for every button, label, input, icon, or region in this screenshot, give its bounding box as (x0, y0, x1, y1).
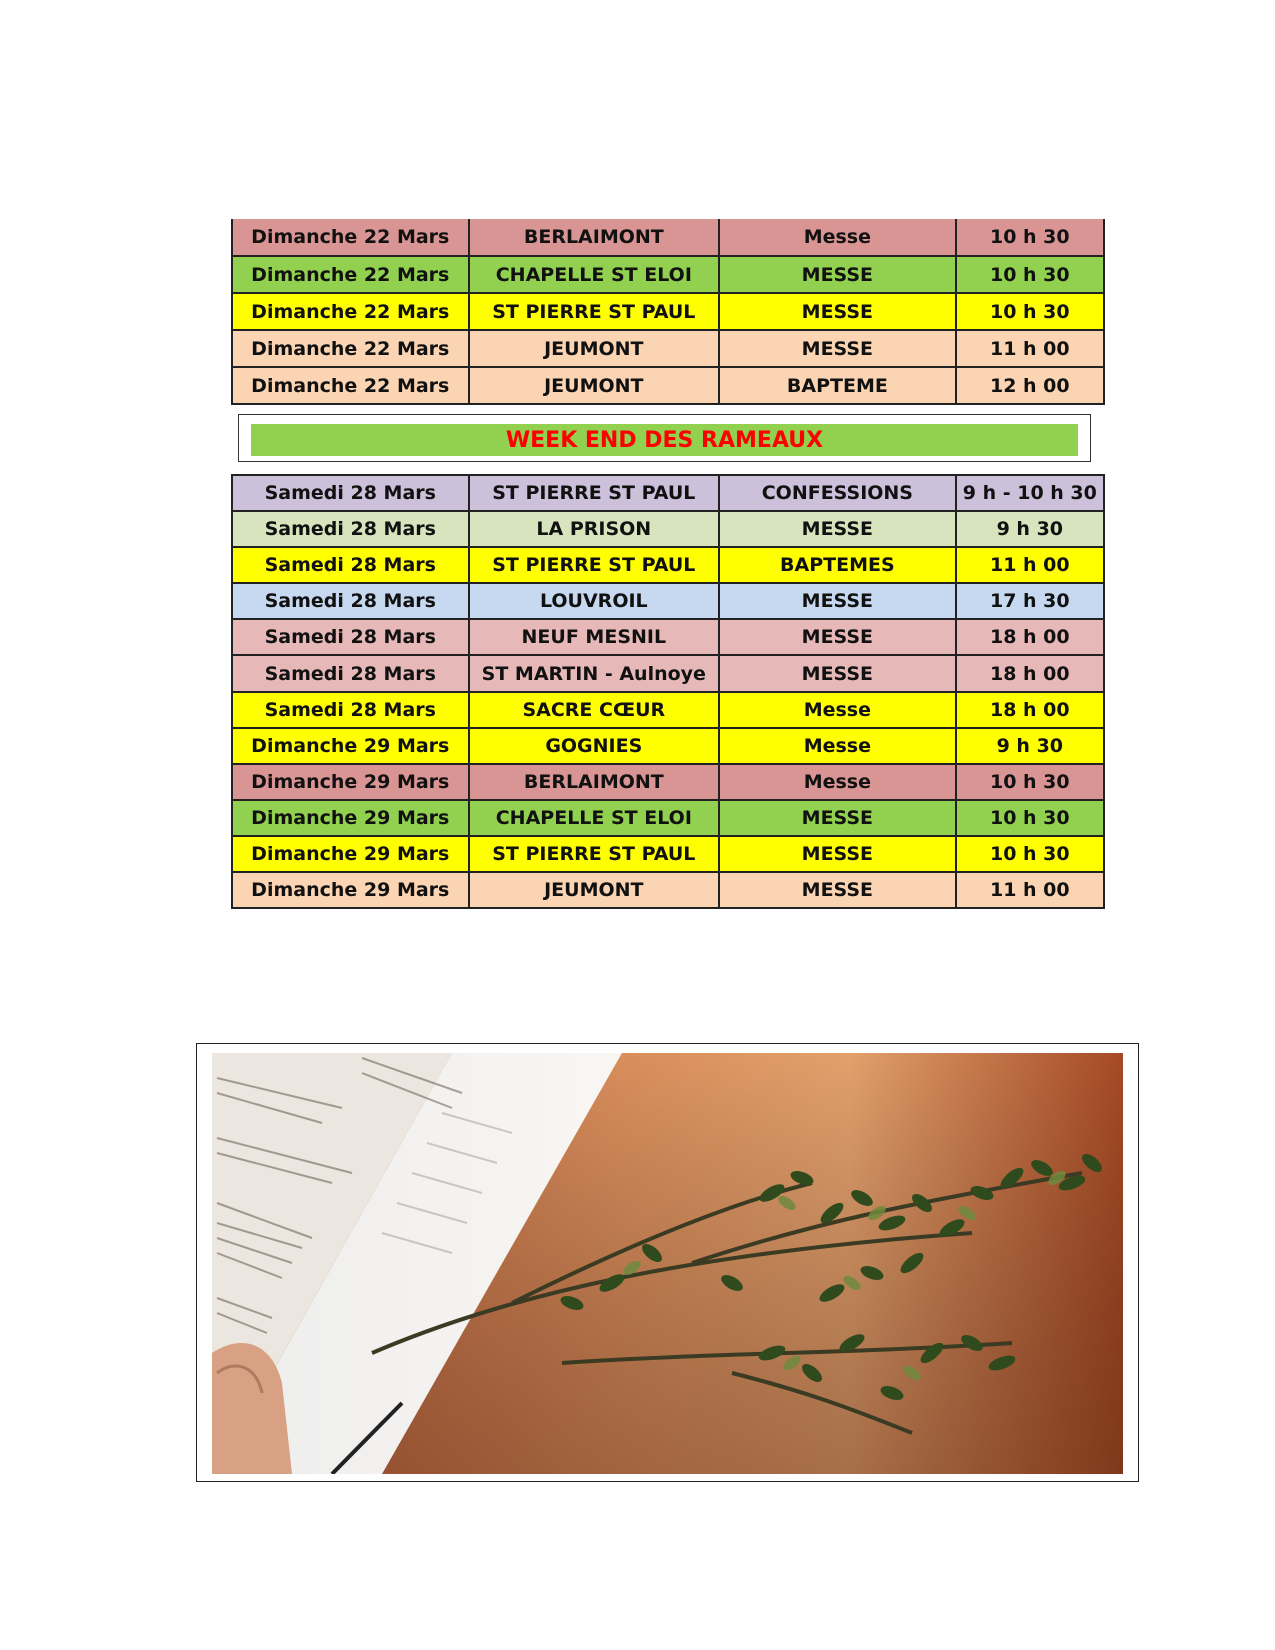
cell-place: GOGNIES (469, 728, 720, 764)
cell-event: BAPTEMES (719, 547, 956, 583)
cell-time: 10 h 30 (956, 764, 1104, 800)
cell-day: Samedi 28 Mars (232, 511, 469, 547)
cell-place: ST PIERRE ST PAUL (469, 547, 720, 583)
cell-time: 10 h 30 (956, 219, 1104, 256)
cell-time: 18 h 00 (956, 692, 1104, 728)
cell-time: 9 h - 10 h 30 (956, 475, 1104, 511)
table-row (232, 475, 1104, 511)
cell-place: BERLAIMONT (469, 764, 720, 800)
table-row (232, 293, 1104, 330)
cell-event: CONFESSIONS (719, 475, 956, 511)
table-row (232, 583, 1104, 619)
cell-day: Dimanche 22 Mars (232, 256, 469, 293)
table-row (232, 511, 1104, 547)
cell-day: Dimanche 29 Mars (232, 764, 469, 800)
cell-event: MESSE (719, 511, 956, 547)
cell-time: 12 h 00 (956, 367, 1104, 404)
cell-time: 11 h 00 (956, 547, 1104, 583)
banner-frame (238, 414, 1091, 462)
cell-event: Messe (719, 764, 956, 800)
table-row (232, 692, 1104, 728)
cell-event: MESSE (719, 619, 956, 655)
cell-day: Samedi 28 Mars (232, 655, 469, 691)
cell-event: MESSE (719, 256, 956, 293)
schedule-table-rameaux (231, 474, 1105, 909)
banner-title: WEEK END DES RAMEAUX (505, 427, 824, 453)
table-row (232, 872, 1104, 908)
cell-place: NEUF MESNIL (469, 619, 720, 655)
cell-place: JEUMONT (469, 367, 720, 404)
cell-day: Dimanche 22 Mars (232, 293, 469, 330)
cell-time: 9 h 30 (956, 511, 1104, 547)
cell-day: Dimanche 22 Mars (232, 330, 469, 367)
table-row (232, 367, 1104, 404)
cell-day: Dimanche 29 Mars (232, 728, 469, 764)
table-row (232, 219, 1104, 256)
cell-event: Messe (719, 219, 956, 256)
cell-day: Samedi 28 Mars (232, 692, 469, 728)
schedule-table-sunday-22 (231, 219, 1105, 405)
table-row (232, 619, 1104, 655)
cell-time: 10 h 30 (956, 293, 1104, 330)
cell-place: CHAPELLE ST ELOI (469, 256, 720, 293)
banner-bar (251, 424, 1078, 456)
cell-place: LOUVROIL (469, 583, 720, 619)
table-row (232, 547, 1104, 583)
cell-time: 9 h 30 (956, 728, 1104, 764)
cell-event: MESSE (719, 655, 956, 691)
cell-time: 10 h 30 (956, 836, 1104, 872)
cell-place: ST PIERRE ST PAUL (469, 475, 720, 511)
cell-event: MESSE (719, 583, 956, 619)
cell-day: Dimanche 29 Mars (232, 872, 469, 908)
table-row (232, 800, 1104, 836)
cell-place: BERLAIMONT (469, 219, 720, 256)
cell-place: JEUMONT (469, 330, 720, 367)
cell-event: Messe (719, 728, 956, 764)
cell-place: ST PIERRE ST PAUL (469, 293, 720, 330)
cell-event: MESSE (719, 872, 956, 908)
cell-time: 11 h 00 (956, 872, 1104, 908)
cell-time: 10 h 30 (956, 256, 1104, 293)
cell-day: Samedi 28 Mars (232, 583, 469, 619)
cell-place: ST PIERRE ST PAUL (469, 836, 720, 872)
cell-time: 18 h 00 (956, 655, 1104, 691)
table-row (232, 655, 1104, 691)
cell-day: Dimanche 22 Mars (232, 219, 469, 256)
cell-day: Samedi 28 Mars (232, 475, 469, 511)
palm-branch-photo (212, 1053, 1123, 1474)
photo-frame (196, 1043, 1139, 1482)
cell-day: Samedi 28 Mars (232, 547, 469, 583)
cell-event: MESSE (719, 330, 956, 367)
cell-event: Messe (719, 692, 956, 728)
table-row (232, 836, 1104, 872)
cell-place: CHAPELLE ST ELOI (469, 800, 720, 836)
cell-day: Dimanche 22 Mars (232, 367, 469, 404)
cell-time: 11 h 00 (956, 330, 1104, 367)
cell-time: 17 h 30 (956, 583, 1104, 619)
cell-day: Dimanche 29 Mars (232, 836, 469, 872)
cell-day: Dimanche 29 Mars (232, 800, 469, 836)
cell-place: ST MARTIN - Aulnoye (469, 655, 720, 691)
cell-time: 18 h 00 (956, 619, 1104, 655)
cell-event: MESSE (719, 293, 956, 330)
table-row (232, 764, 1104, 800)
table-row (232, 728, 1104, 764)
cell-event: MESSE (719, 836, 956, 872)
cell-time: 10 h 30 (956, 800, 1104, 836)
table-row (232, 330, 1104, 367)
cell-event: BAPTEME (719, 367, 956, 404)
cell-place: JEUMONT (469, 872, 720, 908)
table-row (232, 256, 1104, 293)
cell-place: SACRE CŒUR (469, 692, 720, 728)
cell-place: LA PRISON (469, 511, 720, 547)
cell-event: MESSE (719, 800, 956, 836)
cell-day: Samedi 28 Mars (232, 619, 469, 655)
